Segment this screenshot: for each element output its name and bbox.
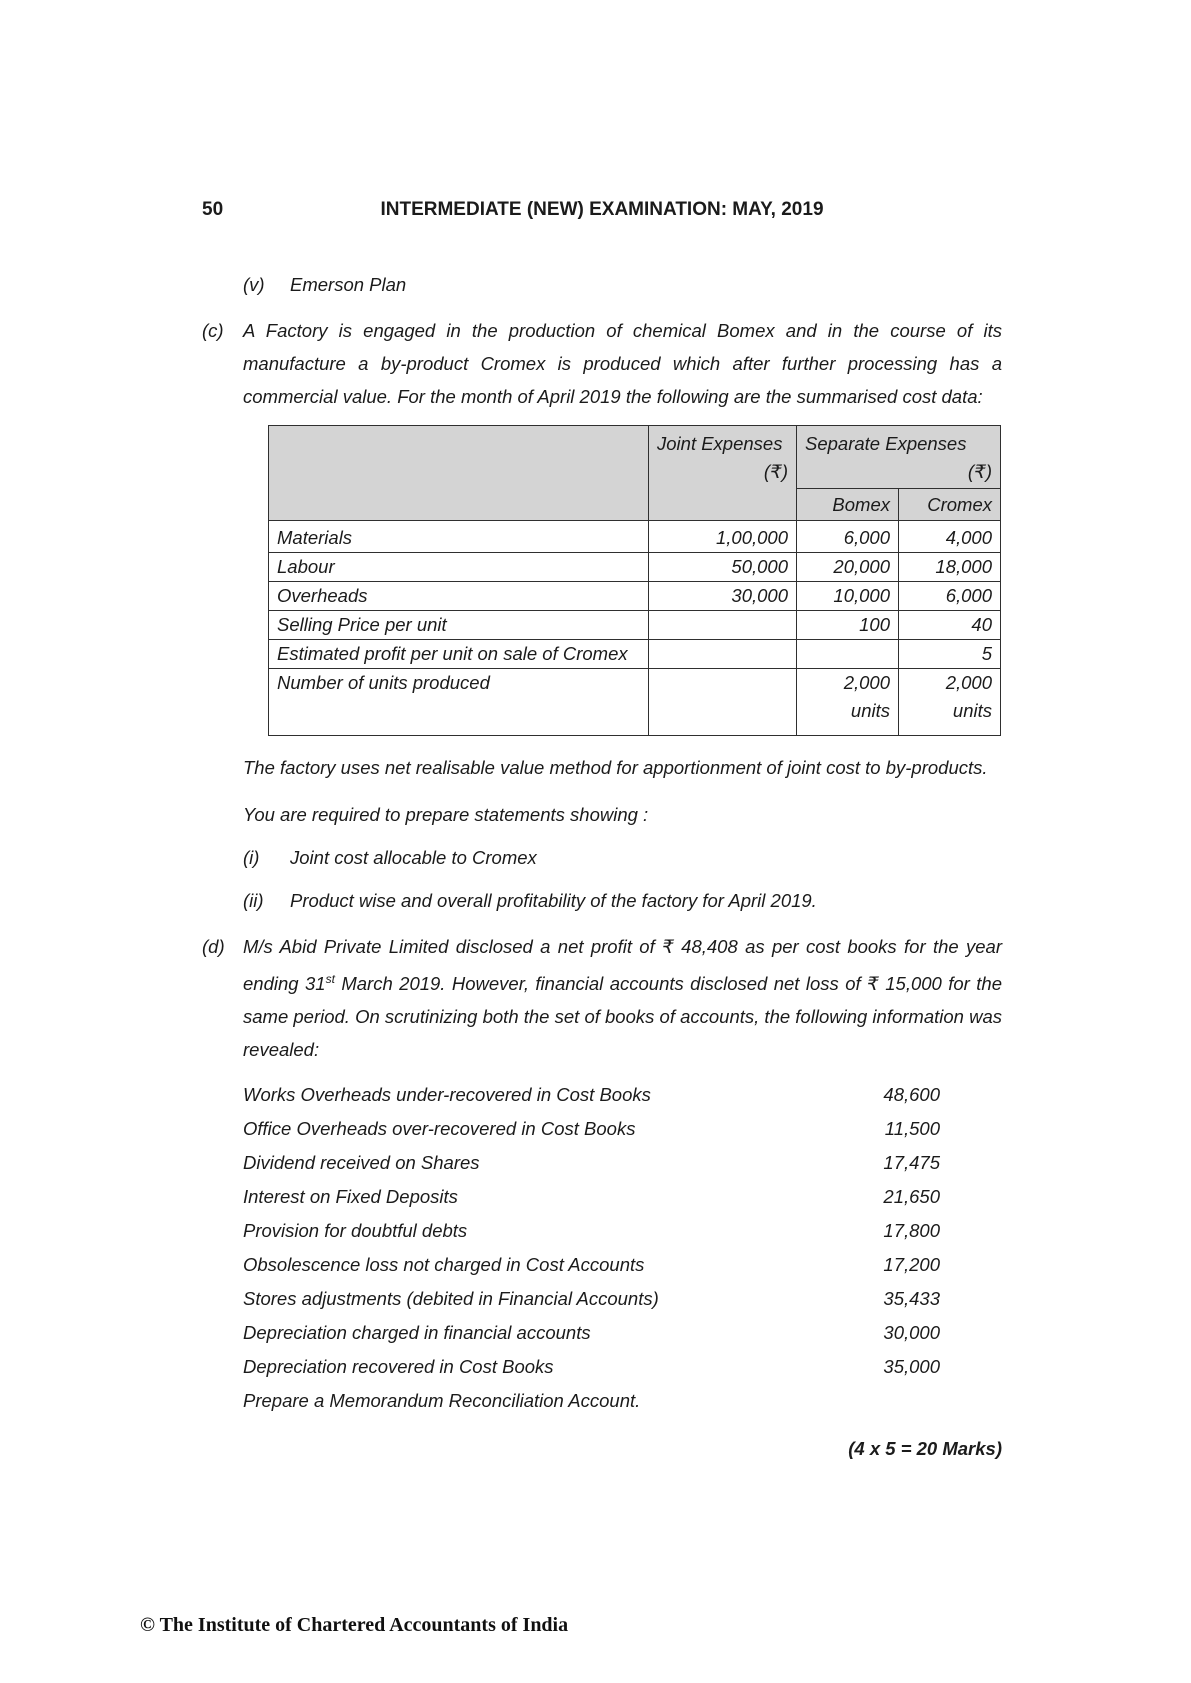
joint-value [649, 611, 797, 640]
item-label: Dividend received on Shares [243, 1152, 480, 1174]
header-cromex: Cromex [899, 489, 1001, 521]
joint-value: 50,000 [649, 553, 797, 582]
cromex-unit: units [952, 700, 992, 721]
item-amount: 21,650 [883, 1186, 940, 1208]
list-item [243, 1248, 940, 1282]
part-d-intro-text-2: March 2019. However, financial accounts disclosed net loss of ₹ 15,000 for the same period. On scrutinizing both the set of books of accounts, the following information was revealed: [243, 973, 1002, 1061]
list-item [243, 1282, 940, 1316]
separate-expenses-label: Separate Expenses [805, 433, 967, 454]
item-label: Depreciation recovered in Cost Books [243, 1356, 554, 1378]
list-item [243, 1350, 940, 1384]
item-label: Office Overheads over-recovered in Cost Books [243, 1118, 636, 1140]
joint-value [649, 640, 797, 669]
list-item [243, 1078, 940, 1112]
bomex-value [797, 640, 899, 669]
sub-item-ii-marker: (ii) [243, 890, 264, 911]
item-label: Stores adjustments (debited in Financial Accounts) [243, 1288, 659, 1310]
question-part-d [202, 930, 1002, 1066]
bomex-value: 100 [797, 611, 899, 640]
header-separate-expenses [797, 426, 1001, 489]
reconciliation-items [202, 1078, 1002, 1418]
joint-currency-symbol: (₹) [763, 461, 788, 482]
table-row [269, 582, 1001, 611]
table-header-row-1 [269, 426, 1001, 489]
bomex-unit: units [850, 700, 890, 721]
row-label: Number of units produced [269, 669, 649, 736]
row-label: Estimated profit per unit on sale of Cromex [269, 640, 649, 669]
list-item-v [243, 268, 1002, 301]
page-title: INTERMEDIATE (NEW) EXAMINATION: MAY, 2019 [380, 199, 824, 220]
part-c-intro: A Factory is engaged in the production of chemical Bomex and in the course of its manufacture a by-product Cromex is produced which after further processing has a commercial value. For the month of April 2019 the following are the summarised cost data: [243, 320, 1002, 407]
cost-data-table [268, 425, 1001, 736]
item-amount: 35,000 [883, 1356, 940, 1378]
cromex-value: 18,000 [899, 553, 1001, 582]
bomex-qty: 2,000 [843, 672, 890, 693]
item-amount: 30,000 [883, 1322, 940, 1344]
bomex-value: 6,000 [797, 521, 899, 553]
joint-value [649, 669, 797, 736]
row-label: Overheads [269, 582, 649, 611]
item-v-text: Emerson Plan [290, 274, 407, 295]
cromex-value: 40 [899, 611, 1001, 640]
part-d-instruction: Prepare a Memorandum Reconciliation Account. [243, 1390, 641, 1412]
part-c-note: The factory uses net realisable value method for apportionment of joint cost to by-products. [243, 757, 988, 778]
ordinal-superscript: st [325, 972, 335, 986]
cromex-value: 4,000 [899, 521, 1001, 553]
sub-item-ii [243, 884, 1002, 917]
part-d-intro-text-1: M/s Abid Private Limited disclosed a net profit of ₹ 48,408 as per cost books for the year ending 31 [243, 936, 1002, 995]
table-row [269, 553, 1001, 582]
page-number: 50 [202, 199, 224, 220]
list-item [243, 1214, 940, 1248]
cromex-value [899, 669, 1001, 736]
list-item [243, 1180, 940, 1214]
sub-item-i [243, 841, 1002, 874]
separate-currency-symbol: (₹) [967, 461, 992, 482]
table-row [269, 640, 1001, 669]
joint-value: 1,00,000 [649, 521, 797, 553]
cromex-value: 5 [899, 640, 1001, 669]
header-empty-cell [269, 426, 649, 521]
question-part-c [202, 314, 1002, 413]
row-label: Materials [269, 521, 649, 553]
sub-item-ii-text: Product wise and overall profitability of the factory for April 2019. [290, 890, 817, 911]
table-row [269, 521, 1001, 553]
item-amount: 35,433 [883, 1288, 940, 1310]
list-item [243, 1146, 940, 1180]
header-bomex: Bomex [797, 489, 899, 521]
list-item [243, 1112, 940, 1146]
item-label: Provision for doubtful debts [243, 1220, 468, 1242]
table-row [269, 611, 1001, 640]
bomex-value [797, 669, 899, 736]
cromex-qty: 2,000 [945, 672, 992, 693]
part-d-marker: (d) [202, 936, 225, 957]
item-amount: 17,200 [883, 1254, 940, 1276]
marks-note: (4 x 5 = 20 Marks) [848, 1438, 1002, 1460]
item-label: Obsolescence loss not charged in Cost Accounts [243, 1254, 645, 1276]
footer-copyright: © The Institute of Chartered Accountants of India [140, 1614, 569, 1636]
bomex-value: 20,000 [797, 553, 899, 582]
item-amount: 17,800 [883, 1220, 940, 1242]
cromex-value: 6,000 [899, 582, 1001, 611]
header-joint-expenses [649, 426, 797, 521]
list-item [243, 1316, 940, 1350]
joint-value: 30,000 [649, 582, 797, 611]
row-label: Labour [269, 553, 649, 582]
page-content [202, 198, 1002, 1465]
item-label: Works Overheads under-recovered in Cost Books [243, 1084, 651, 1106]
joint-expenses-label: Joint Expenses [657, 433, 783, 454]
item-v-marker: (v) [243, 274, 265, 295]
row-label: Selling Price per unit [269, 611, 649, 640]
item-amount: 17,475 [883, 1152, 940, 1174]
part-c-requirement: You are required to prepare statements showing : [243, 804, 649, 825]
sub-item-i-text: Joint cost allocable to Cromex [290, 847, 537, 868]
item-label: Interest on Fixed Deposits [243, 1186, 458, 1208]
page-header [202, 198, 1002, 222]
table-row [269, 669, 1001, 736]
part-c-marker: (c) [202, 320, 224, 341]
item-amount: 11,500 [884, 1118, 940, 1140]
bomex-value: 10,000 [797, 582, 899, 611]
item-label: Depreciation charged in financial accounts [243, 1322, 591, 1344]
sub-item-i-marker: (i) [243, 847, 260, 868]
item-amount: 48,600 [883, 1084, 940, 1106]
part-d-intro [243, 930, 1002, 1066]
